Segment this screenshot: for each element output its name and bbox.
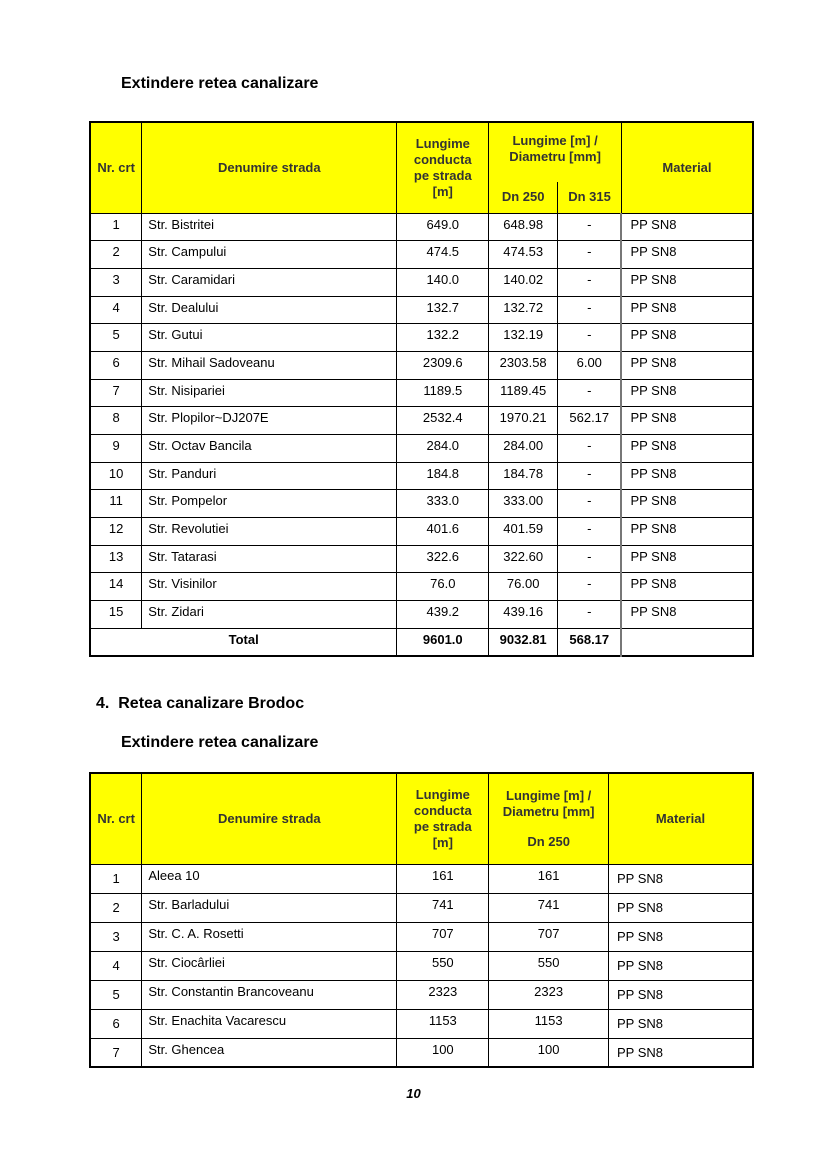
cell-dn315: - — [558, 518, 622, 546]
header-dn250: Dn 250 — [489, 182, 558, 213]
header-dn315: Dn 315 — [558, 182, 622, 213]
cell-street: Str. Dealului — [142, 296, 397, 324]
cell-dn315: - — [558, 573, 622, 601]
table-row — [90, 490, 753, 518]
cell-material: PP SN8 — [609, 1009, 754, 1038]
cell-street: Str. Barladului — [142, 893, 397, 922]
cell-length: 132.2 — [397, 324, 489, 352]
cell-nr: 14 — [90, 573, 142, 601]
cell-street: Str. Ciocârliei — [142, 951, 397, 980]
cell-nr: 5 — [90, 980, 142, 1009]
cell-nr: 2 — [90, 241, 142, 269]
cell-dn250: 707 — [489, 922, 609, 951]
cell-nr: 12 — [90, 518, 142, 546]
cell-dn250: 648.98 — [489, 213, 558, 241]
header-diameter-label: Lungime [m] / Diametru [mm] — [502, 787, 595, 819]
cell-street: Str. Plopilor~DJ207E — [142, 407, 397, 435]
cell-material: PP SN8 — [621, 324, 753, 352]
cell-material: PP SN8 — [609, 922, 754, 951]
cell-material: PP SN8 — [621, 462, 753, 490]
header-dn250: Dn 250 — [527, 833, 570, 849]
header-street: Denumire strada — [142, 122, 397, 213]
cell-length: 1153 — [397, 1009, 489, 1038]
cell-nr: 3 — [90, 268, 142, 296]
cell-material: PP SN8 — [621, 268, 753, 296]
section-subheading: Extindere retea canalizare — [121, 75, 319, 92]
cell-length: 76.0 — [397, 573, 489, 601]
section-number: 4. — [96, 695, 110, 712]
cell-street: Str. Campului — [142, 241, 397, 269]
cell-length: 132.7 — [397, 296, 489, 324]
cell-material: PP SN8 — [609, 1038, 754, 1067]
cell-material: PP SN8 — [621, 490, 753, 518]
table-row — [90, 518, 753, 546]
cell-street: Str. Revolutiei — [142, 518, 397, 546]
cell-dn250: 1189.45 — [489, 379, 558, 407]
cell-street: Str. Gutui — [142, 324, 397, 352]
cell-street: Str. C. A. Rosetti — [142, 922, 397, 951]
cell-length: 474.5 — [397, 241, 489, 269]
cell-length: 2532.4 — [397, 407, 489, 435]
cell-street: Str. Visinilor — [142, 573, 397, 601]
cell-street: Aleea 10 — [142, 864, 397, 893]
cell-dn315: - — [558, 490, 622, 518]
table-extindere-2 — [89, 772, 754, 1068]
cell-dn250: 550 — [489, 951, 609, 980]
cell-street: Str. Panduri — [142, 462, 397, 490]
cell-nr: 3 — [90, 922, 142, 951]
table-row — [90, 573, 753, 601]
cell-dn250: 322.60 — [489, 545, 558, 573]
total-material-empty — [621, 628, 753, 656]
cell-length: 741 — [397, 893, 489, 922]
cell-dn315: - — [558, 268, 622, 296]
cell-nr: 7 — [90, 1038, 142, 1067]
cell-length: 140.0 — [397, 268, 489, 296]
cell-nr: 4 — [90, 951, 142, 980]
cell-dn315: 562.17 — [558, 407, 622, 435]
cell-street: Str. Tatarasi — [142, 545, 397, 573]
cell-material: PP SN8 — [609, 951, 754, 980]
table-row — [90, 241, 753, 269]
cell-length: 284.0 — [397, 435, 489, 463]
table-row — [90, 951, 753, 980]
total-label: Total — [90, 628, 397, 656]
section-subheading-2: Extindere retea canalizare — [121, 734, 319, 751]
cell-street: Str. Mihail Sadoveanu — [142, 351, 397, 379]
cell-material: PP SN8 — [621, 213, 753, 241]
header-length: Lungime conducta pe strada [m] — [397, 122, 489, 213]
cell-material: PP SN8 — [621, 573, 753, 601]
cell-street: Str. Constantin Brancoveanu — [142, 980, 397, 1009]
table-row — [90, 324, 753, 352]
cell-dn250: 474.53 — [489, 241, 558, 269]
cell-dn250: 76.00 — [489, 573, 558, 601]
cell-nr: 1 — [90, 213, 142, 241]
cell-length: 550 — [397, 951, 489, 980]
cell-dn250: 2303.58 — [489, 351, 558, 379]
table-row — [90, 462, 753, 490]
cell-dn315: - — [558, 379, 622, 407]
cell-nr: 6 — [90, 351, 142, 379]
cell-nr: 5 — [90, 324, 142, 352]
cell-nr: 13 — [90, 545, 142, 573]
cell-nr: 9 — [90, 435, 142, 463]
cell-street: Str. Octav Bancila — [142, 435, 397, 463]
cell-length: 2309.6 — [397, 351, 489, 379]
cell-dn315: - — [558, 324, 622, 352]
cell-nr: 15 — [90, 601, 142, 629]
cell-material: PP SN8 — [609, 893, 754, 922]
table-row — [90, 213, 753, 241]
cell-material: PP SN8 — [609, 980, 754, 1009]
header-nr: Nr. crt — [90, 122, 142, 213]
header-diameter — [489, 773, 609, 864]
cell-street: Str. Nisipariei — [142, 379, 397, 407]
cell-street: Str. Bistritei — [142, 213, 397, 241]
header-length: Lungime conducta pe strada [m] — [397, 773, 489, 864]
table-row — [90, 864, 753, 893]
cell-dn315: - — [558, 545, 622, 573]
cell-dn315: - — [558, 241, 622, 269]
cell-dn315: - — [558, 601, 622, 629]
cell-material: PP SN8 — [621, 241, 753, 269]
header-nr: Nr. crt — [90, 773, 142, 864]
cell-material: PP SN8 — [609, 864, 754, 893]
cell-street: Str. Zidari — [142, 601, 397, 629]
table-row — [90, 296, 753, 324]
cell-street: Str. Pompelor — [142, 490, 397, 518]
cell-dn250: 439.16 — [489, 601, 558, 629]
cell-dn315: - — [558, 296, 622, 324]
cell-nr: 7 — [90, 379, 142, 407]
cell-dn250: 741 — [489, 893, 609, 922]
cell-nr: 10 — [90, 462, 142, 490]
cell-material: PP SN8 — [621, 435, 753, 463]
table-row — [90, 1009, 753, 1038]
cell-dn250: 184.78 — [489, 462, 558, 490]
cell-length: 2323 — [397, 980, 489, 1009]
header-material: Material — [609, 773, 754, 864]
cell-material: PP SN8 — [621, 518, 753, 546]
table-row — [90, 1038, 753, 1067]
page-number: 10 — [406, 1086, 421, 1101]
table-row — [90, 351, 753, 379]
cell-nr: 6 — [90, 1009, 142, 1038]
cell-street: Str. Enachita Vacarescu — [142, 1009, 397, 1038]
cell-length: 439.2 — [397, 601, 489, 629]
cell-length: 707 — [397, 922, 489, 951]
cell-nr: 1 — [90, 864, 142, 893]
cell-material: PP SN8 — [621, 407, 753, 435]
cell-dn315: - — [558, 435, 622, 463]
cell-dn250: 401.59 — [489, 518, 558, 546]
total-row — [90, 628, 753, 656]
table-row — [90, 893, 753, 922]
cell-length: 1189.5 — [397, 379, 489, 407]
cell-dn250: 333.00 — [489, 490, 558, 518]
table-row — [90, 922, 753, 951]
table-row — [90, 545, 753, 573]
section-heading — [96, 695, 304, 713]
cell-dn250: 1153 — [489, 1009, 609, 1038]
cell-material: PP SN8 — [621, 601, 753, 629]
section-title: Retea canalizare Brodoc — [118, 695, 305, 712]
table-row — [90, 268, 753, 296]
cell-street: Str. Ghencea — [142, 1038, 397, 1067]
cell-material: PP SN8 — [621, 351, 753, 379]
cell-nr: 8 — [90, 407, 142, 435]
table-row — [90, 980, 753, 1009]
table-row — [90, 379, 753, 407]
cell-material: PP SN8 — [621, 296, 753, 324]
cell-length: 401.6 — [397, 518, 489, 546]
cell-dn250: 140.02 — [489, 268, 558, 296]
cell-length: 322.6 — [397, 545, 489, 573]
cell-dn250: 284.00 — [489, 435, 558, 463]
cell-length: 100 — [397, 1038, 489, 1067]
cell-length: 184.8 — [397, 462, 489, 490]
table-row — [90, 435, 753, 463]
cell-dn250: 132.72 — [489, 296, 558, 324]
cell-dn250: 2323 — [489, 980, 609, 1009]
cell-nr: 2 — [90, 893, 142, 922]
total-length: 9601.0 — [397, 628, 489, 656]
cell-dn315: - — [558, 213, 622, 241]
total-dn315: 568.17 — [558, 628, 622, 656]
table-row — [90, 407, 753, 435]
table-extindere-1 — [89, 121, 754, 657]
cell-dn315: 6.00 — [558, 351, 622, 379]
cell-material: PP SN8 — [621, 545, 753, 573]
cell-length: 649.0 — [397, 213, 489, 241]
cell-dn250: 161 — [489, 864, 609, 893]
header-material: Material — [621, 122, 753, 213]
cell-nr: 4 — [90, 296, 142, 324]
total-dn250: 9032.81 — [489, 628, 558, 656]
table-row — [90, 601, 753, 629]
cell-nr: 11 — [90, 490, 142, 518]
header-diameter: Lungime [m] / Diametru [mm] — [489, 122, 622, 182]
cell-dn250: 132.19 — [489, 324, 558, 352]
cell-length: 161 — [397, 864, 489, 893]
cell-length: 333.0 — [397, 490, 489, 518]
cell-dn250: 100 — [489, 1038, 609, 1067]
cell-material: PP SN8 — [621, 379, 753, 407]
cell-street: Str. Caramidari — [142, 268, 397, 296]
cell-dn250: 1970.21 — [489, 407, 558, 435]
cell-dn315: - — [558, 462, 622, 490]
header-street: Denumire strada — [142, 773, 397, 864]
